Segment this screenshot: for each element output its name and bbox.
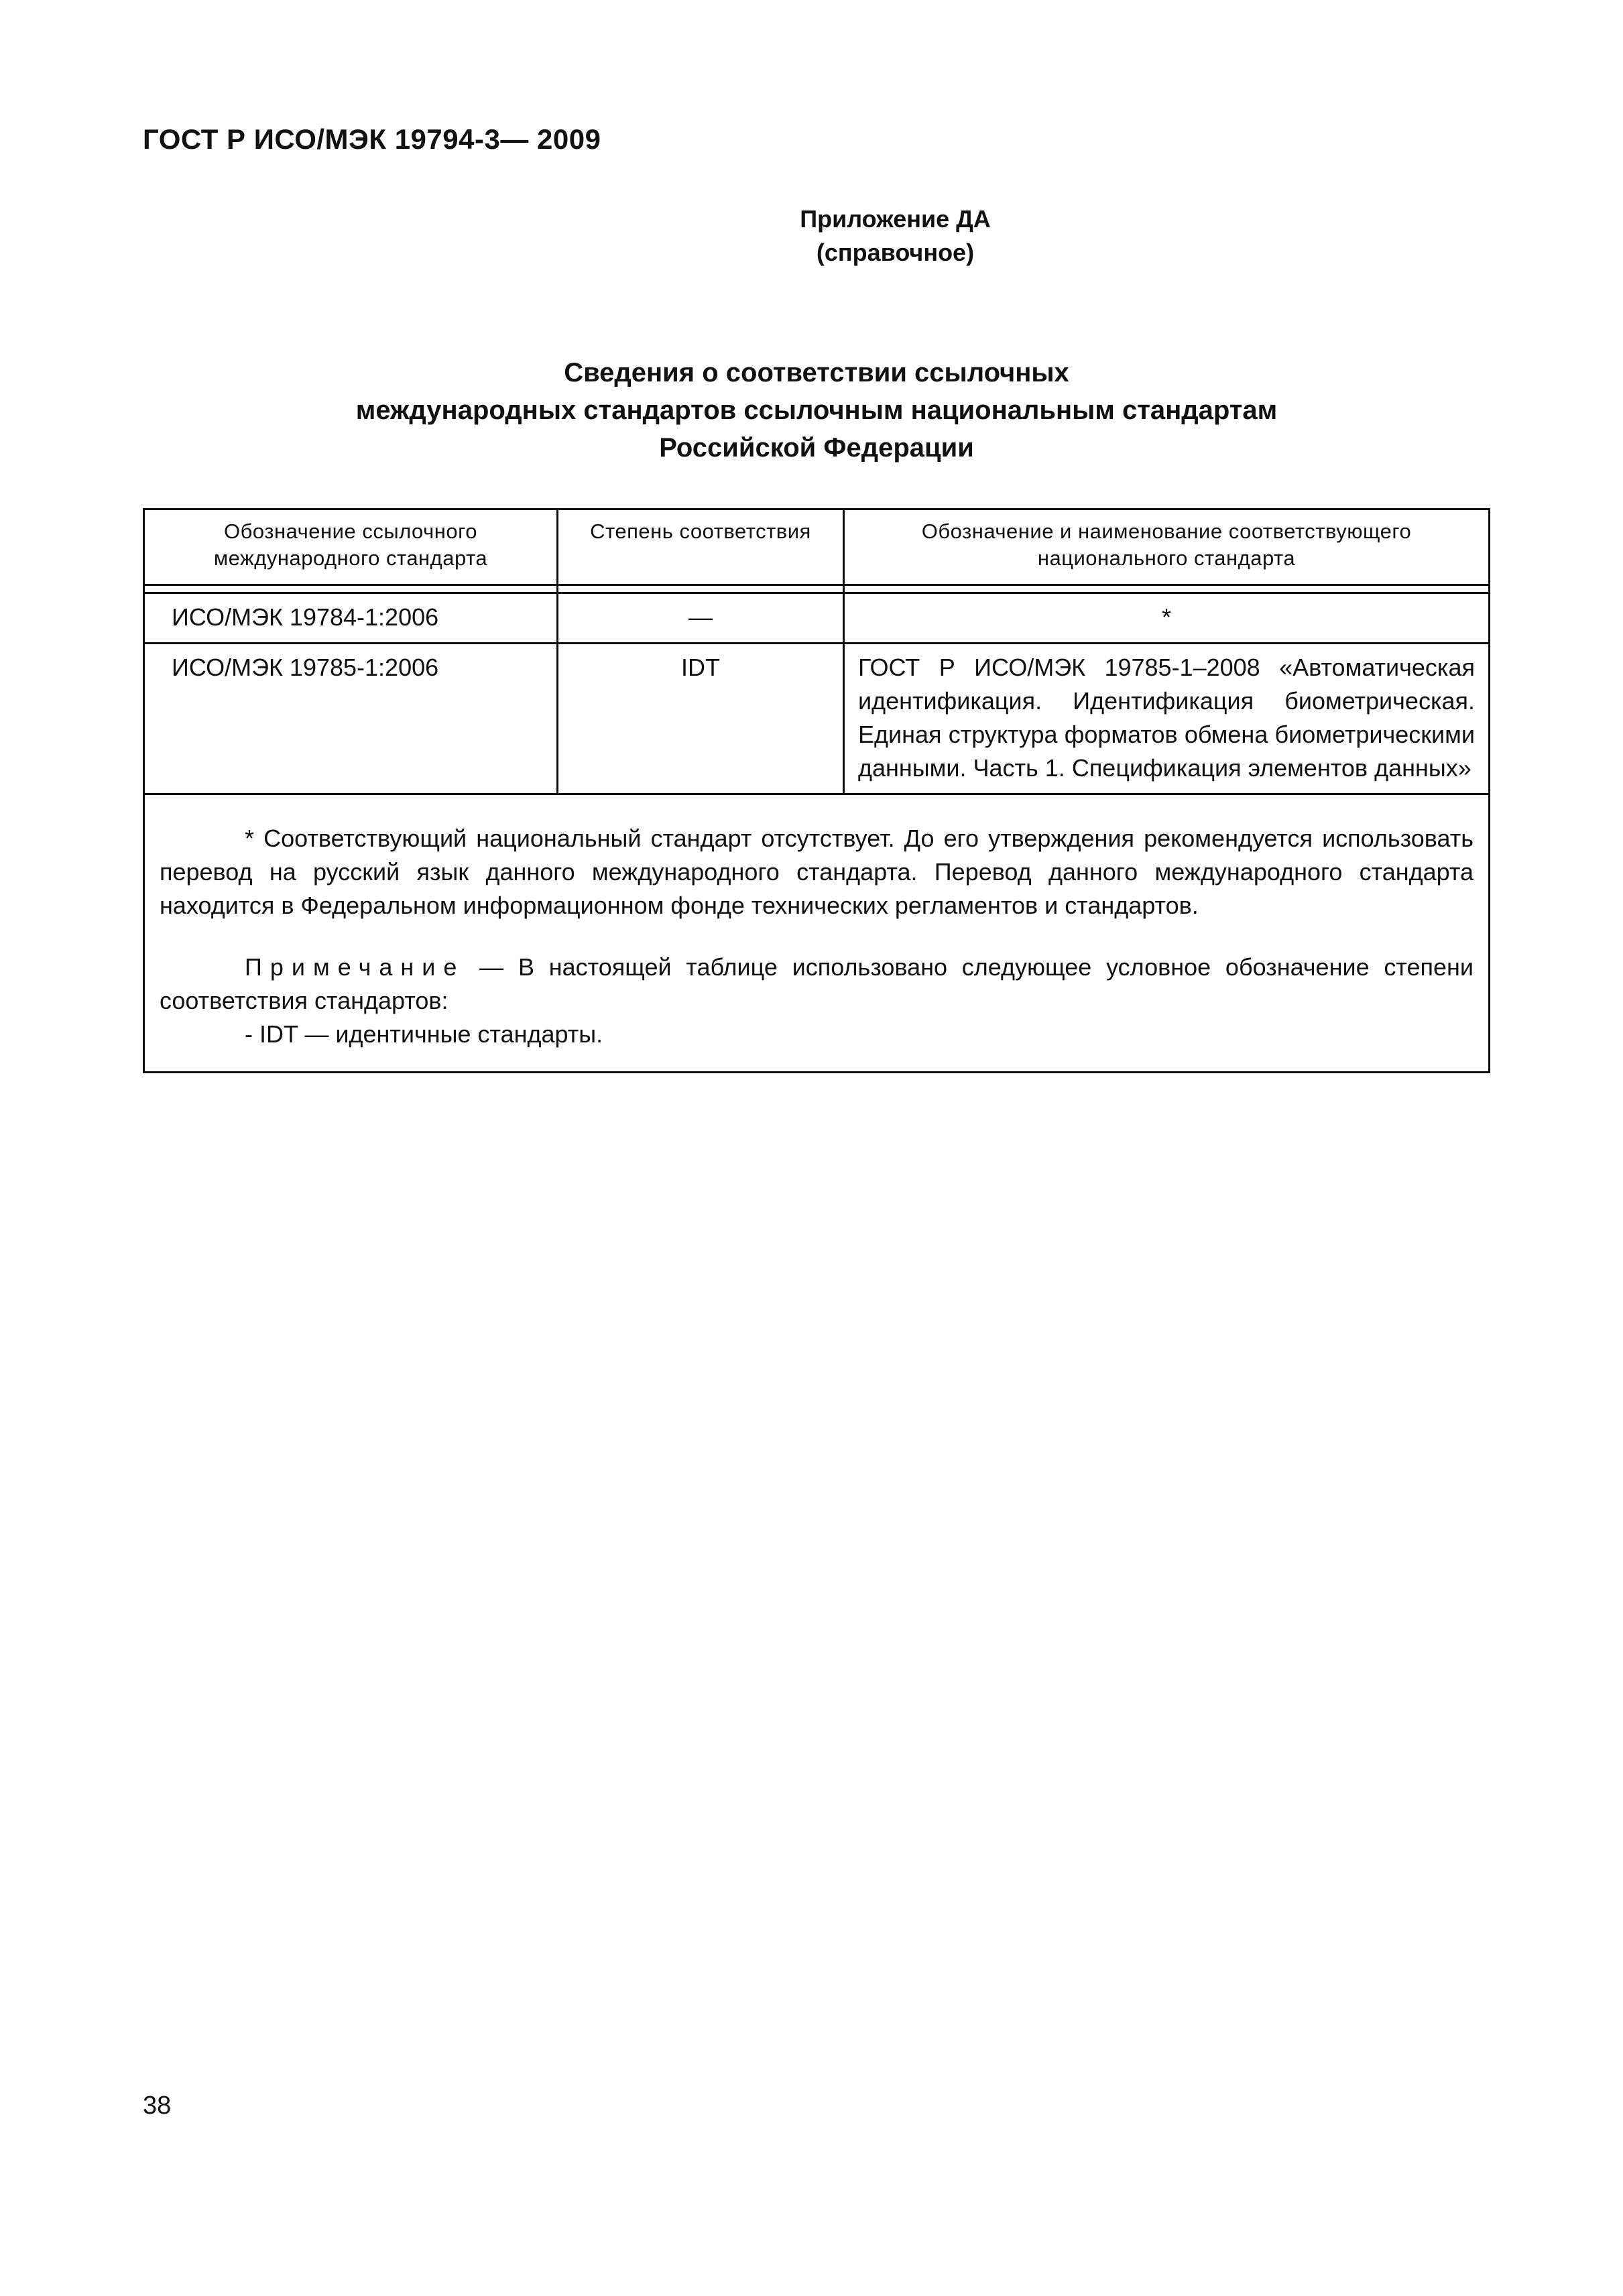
cell-national-standard: ГОСТ Р ИСО/МЭК 19785-1–2008 «Автоматическая идентификация. Идентификация биометрическая. Единая структура форматов обмена биометрическими данными. Часть 1. Спецификация элементов данных» [844, 644, 1490, 794]
annex-subtitle: (справочное) [816, 239, 975, 266]
note [160, 951, 1474, 1018]
document-code: ГОСТ Р ИСО/МЭК 19794-3— 2009 [143, 123, 601, 155]
note-label: Примечание [245, 953, 465, 981]
cell-degree: IDT [558, 644, 844, 794]
cell-degree: — [558, 593, 844, 644]
header-separator [144, 585, 1490, 593]
table-notes [144, 794, 1490, 1073]
table-header-row [144, 509, 1490, 585]
title-line: Российской Федерации [659, 433, 974, 463]
header-intl-standard: Обозначение ссылочного международного стандарта [144, 509, 558, 585]
annex-title: Приложение ДА [800, 205, 991, 233]
header-degree: Степень соответствия [558, 509, 844, 585]
table-row [144, 593, 1490, 644]
standards-correspondence-table [143, 508, 1490, 1073]
note-item: - IDT — идентичные стандарты. [245, 1020, 603, 1048]
table-notes-row [144, 794, 1490, 1073]
header-national-standard: Обозначение и наименование соответствующего национального стандарта [844, 509, 1490, 585]
section-title [143, 354, 1490, 467]
title-line: Сведения о соответствии ссылочных [564, 358, 1069, 387]
footnote: * Соответствующий национальный стандарт отсутствует. До его утверждения рекомендуется использовать перевод на русский язык данного международного стандарта. Перевод данного международного стандарта находится в Федеральном информационном фонде технических регламентов и стандартов. [160, 825, 1474, 919]
annex-heading [0, 202, 1623, 269]
cell-national-standard: * [844, 593, 1490, 644]
title-line: международных стандартов ссылочным национальным стандартам [355, 396, 1278, 425]
cell-intl-standard: ИСО/МЭК 19784-1:2006 [144, 593, 558, 644]
page-number: 38 [143, 2092, 172, 2120]
table-row [144, 644, 1490, 794]
note-text: — В настоящей таблице использовано следующее условное обозначение степени соответствия стандартов: [160, 953, 1474, 1014]
cell-intl-standard: ИСО/МЭК 19785-1:2006 [144, 644, 558, 794]
